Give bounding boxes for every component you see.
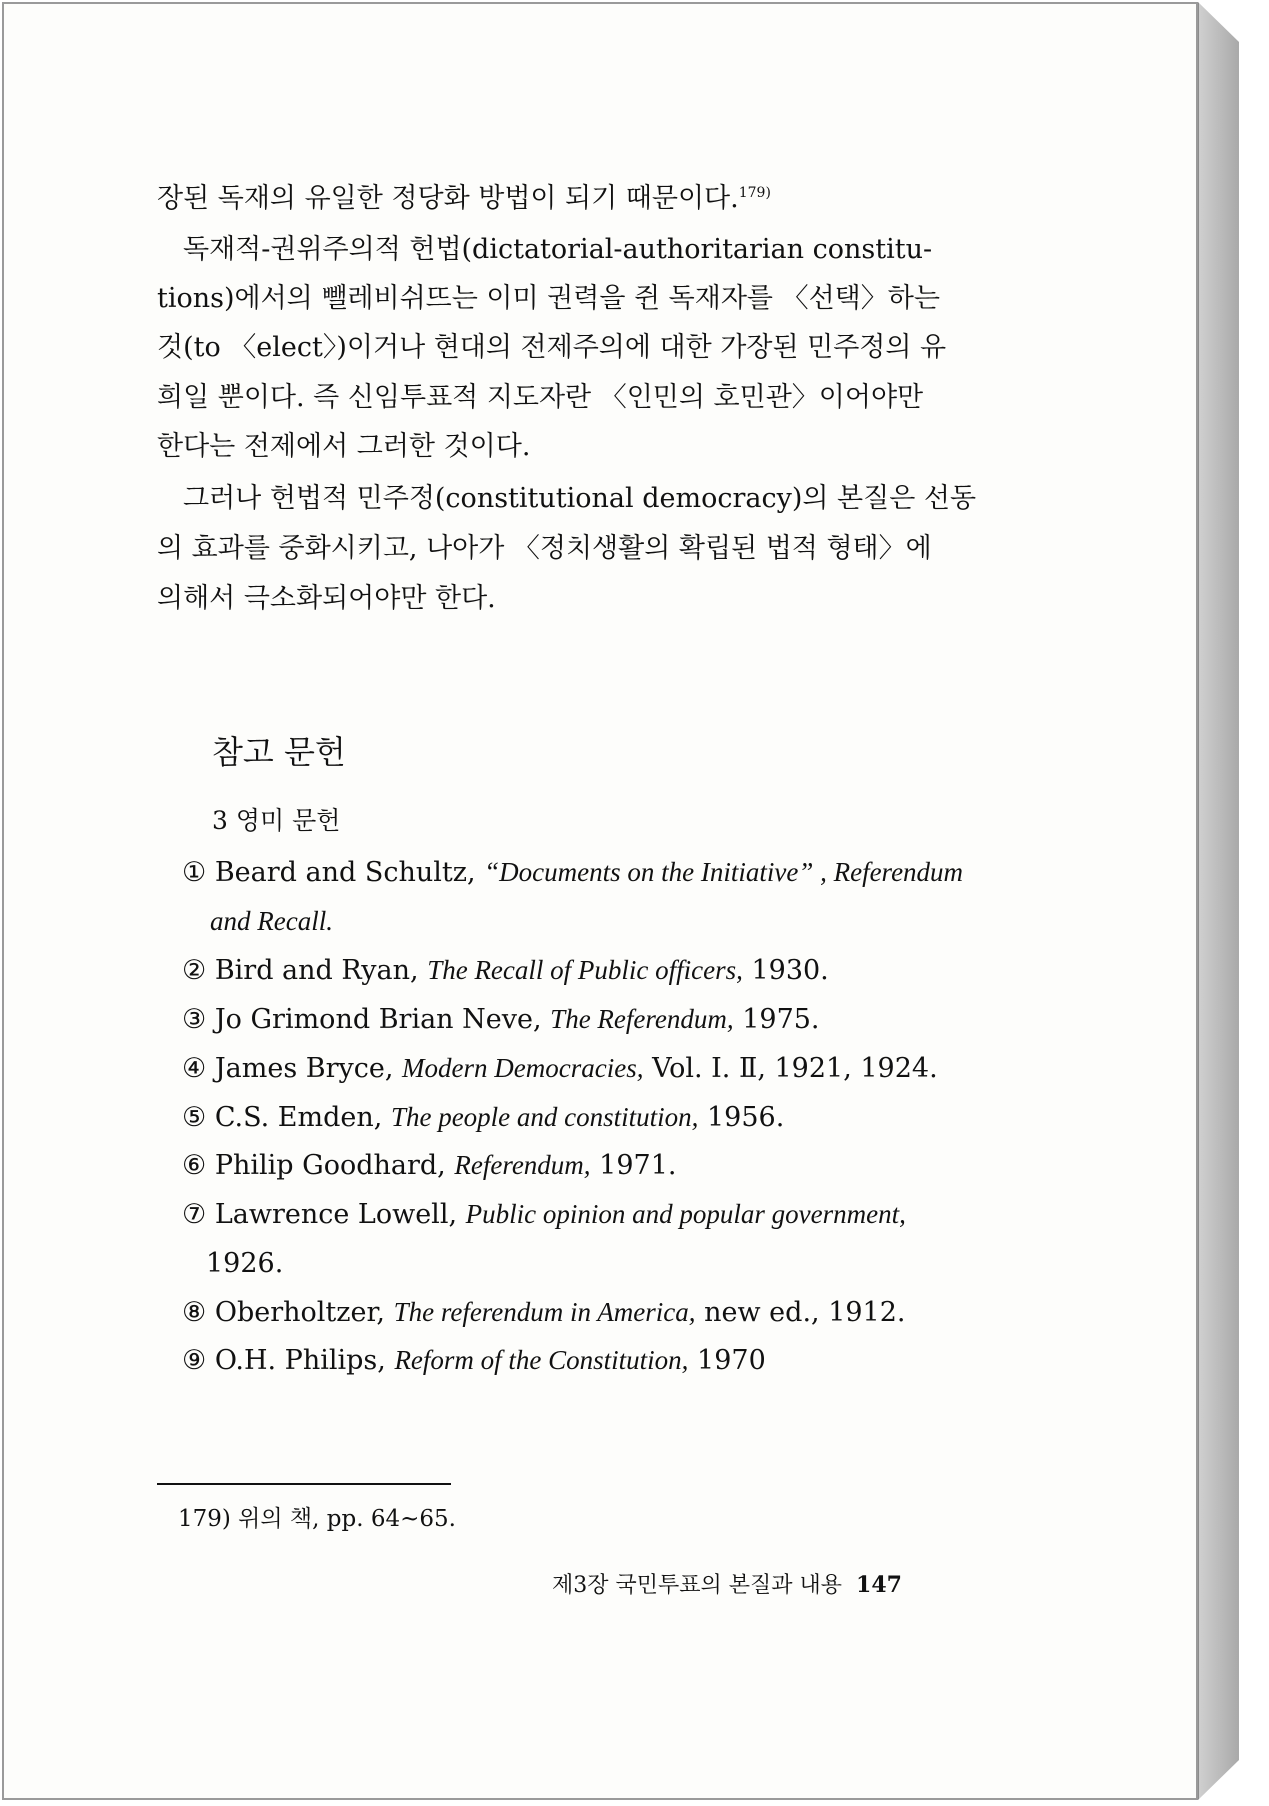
body-line: tions)에서의 뺄레비쉬뜨는 이미 권력을 쥔 독재자를 〈선택〉하는 [157,283,940,314]
reference-item: ⑤ C.S. Emden, The people and constitution, 1956. [182,1102,785,1133]
body-line: 그러나 헌법적 민주정(constitutional democracy)의 본질은 선동 [183,483,977,514]
reference-item-continued: 1926. [206,1248,284,1279]
reference-item: ⑥ Philip Goodhard, Referendum, 1971. [182,1150,677,1181]
page-footer [552,1568,902,1599]
body-line: 한다는 전제에서 그러한 것이다. [157,431,531,462]
body-line: 것(to 〈elect〉)이거나 현대의 전제주의에 대한 가장된 민주정의 유 [157,332,947,363]
body-line: 의해서 극소화되어야만 한다. [157,583,496,614]
body-line: 의 효과를 중화시키고, 나아가 〈정치생활의 확립된 법적 형태〉에 [157,533,932,564]
footnote: 179) 위의 책, pp. 64~65. [178,1506,456,1532]
reference-item: ⑧ Oberholtzer, The referendum in America, new ed., 1912. [182,1297,906,1328]
body-line: 희일 뿐이다. 즉 신임투표적 지도자란 〈인민의 호민관〉이어야만 [157,382,924,413]
reference-item: ⑨ O.H. Philips, Reform of the Constitution, 1970 [182,1345,766,1376]
footnote-rule [157,1483,451,1485]
footnote-ref: 179) [738,185,771,201]
reference-item: ③ Jo Grimond Brian Neve, The Referendum, 1975. [182,1004,820,1035]
body-line: 장된 독재의 유일한 정당화 방법이 되기 때문이다.$^{179)}$ [157,183,771,214]
references-heading: 참고 문헌 [212,733,346,771]
reference-item: ④ James Bryce, Modern Democracies, Vol. Ⅰ. Ⅱ, 1921, 1924. [182,1053,938,1084]
reference-item: ⑦ Lawrence Lowell, Public opinion and popular government, [182,1199,906,1230]
book-spine-edge [1198,2,1239,1800]
reference-item: ① Beard and Schultz, “Documents on the Initiative” , Referendum [182,857,964,888]
references-subheading: 3 영미 문헌 [212,806,341,835]
chapter-title: 제3장 국민투표의 본질과 내용 [552,1573,843,1598]
reference-item-continued: and Recall. [210,906,333,936]
page-number: 147 [856,1572,902,1598]
reference-item: ② Bird and Ryan, The Recall of Public officers, 1930. [182,955,829,986]
body-line: 독재적-권위주의적 헌법(dictatorial-authoritarian constitu- [183,234,933,265]
